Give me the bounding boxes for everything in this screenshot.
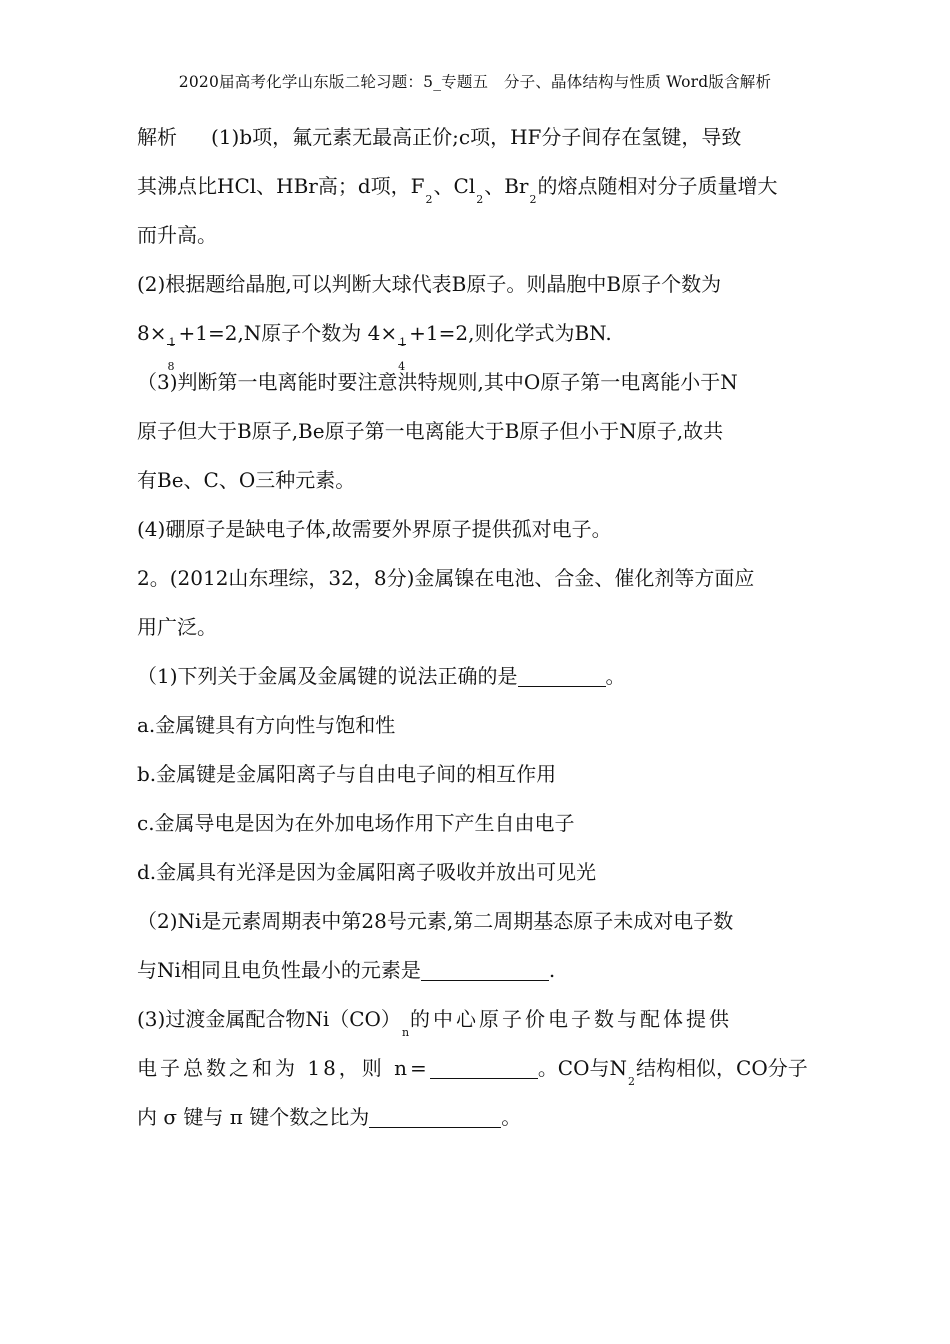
option-a: a.金属键具有方向性与饱和性	[137, 713, 396, 737]
question-text: （1)下列关于金属及金属键的说法正确的是	[137, 664, 518, 688]
question-part-2: （2)Ni是元素周期表中第28号元素,第二周期基态原子未成对电子数	[137, 909, 734, 933]
option-b: b.金属键是金属阳离子与自由电子间的相互作用	[137, 762, 557, 786]
answer-blank-2[interactable]	[421, 958, 549, 981]
subscript: 2	[628, 1075, 636, 1088]
analysis-line-3: 而升高。	[137, 223, 217, 247]
question-text: 结构相似，CO分子	[636, 1056, 808, 1080]
question-text: (3)过渡金属配合物Ni（CO）	[137, 1007, 401, 1031]
question-text: 电子总数之和为 18，则 n=	[137, 1056, 430, 1080]
analysis-line-9: (4)硼原子是缺电子体,故需要外界原子提供孤对电子。	[137, 517, 612, 541]
analysis-line-8: 有Be、C、O三种元素。	[137, 468, 356, 492]
question-part-3-cont	[137, 1053, 827, 1102]
question-text: 内 σ 键与 π 键个数之比为	[137, 1105, 370, 1129]
question-part-2-cont	[137, 955, 827, 1004]
analysis-line-6: （3)判断第一电离能时要注意洪特规则,其中O原子第一电离能小于N	[137, 370, 738, 394]
analysis-text: (1)b项，氟元素无最高正价;c项，HF分子间存在氢键，导致	[211, 125, 742, 149]
question-text: 与Ni相同且电负性最小的元素是	[137, 958, 421, 982]
question-text: .	[548, 958, 556, 982]
question-text: 的中心原子价电子数与配体提供	[410, 1007, 733, 1031]
subscript: 2	[476, 193, 484, 206]
analysis-text: 、Br	[484, 174, 529, 198]
analysis-line-5	[137, 318, 827, 373]
analysis-text: 的熔点随相对分子质量增大	[537, 174, 778, 198]
analysis-line-2	[137, 171, 827, 220]
analysis-text: 、Cl	[433, 174, 476, 198]
question-part-3-end	[137, 1102, 827, 1151]
question-line-1: 2。(2012山东理综，32，8分)金属镍在电池、合金、催化剂等方面应	[137, 566, 755, 590]
document-body	[137, 122, 827, 1151]
question-part-3	[137, 1004, 827, 1053]
analysis-line-1	[137, 122, 827, 171]
analysis-line-4: (2)根据题给晶胞,可以判断大球代表B原子。则晶胞中B原子个数为	[137, 272, 722, 296]
option-d: d.金属具有光泽是因为金属阳离子吸收并放出可见光	[137, 860, 597, 884]
analysis-label: 解析	[137, 125, 177, 149]
fraction-numerator: 1	[399, 336, 407, 349]
answer-blank-1[interactable]	[518, 664, 606, 687]
answer-blank-4[interactable]	[369, 1105, 501, 1128]
question-part-1	[137, 661, 827, 710]
analysis-text: +1=2,N原子个数为 4×	[178, 321, 398, 345]
question-text: 。	[501, 1105, 522, 1129]
subscript: n	[401, 1026, 410, 1039]
analysis-text: +1=2,则化学式为BN.	[409, 321, 612, 345]
fraction-numerator: 1	[168, 336, 176, 349]
subscript: 2	[425, 193, 433, 206]
fraction-denominator: 4	[398, 360, 406, 373]
question-line-2: 用广泛。	[137, 615, 217, 639]
question-text: 。	[605, 664, 626, 688]
fraction-denominator: 8	[167, 360, 175, 373]
analysis-text: 8×	[137, 321, 167, 345]
subscript: 2	[529, 193, 537, 206]
question-text: 。CO与N	[537, 1056, 628, 1080]
page-header: 2020届高考化学山东版二轮习题：5_专题五 分子、晶体结构与性质 Word版含解析	[178, 73, 772, 91]
analysis-text: 其沸点比HCl、HBr高；d项，F	[137, 174, 425, 198]
option-c: c.金属导电是因为在外加电场作用下产生自由电子	[137, 811, 575, 835]
analysis-line-7: 原子但大于B原子,Be原子第一电离能大于B原子但小于N原子,故共	[137, 419, 724, 443]
answer-blank-3[interactable]	[430, 1056, 538, 1079]
